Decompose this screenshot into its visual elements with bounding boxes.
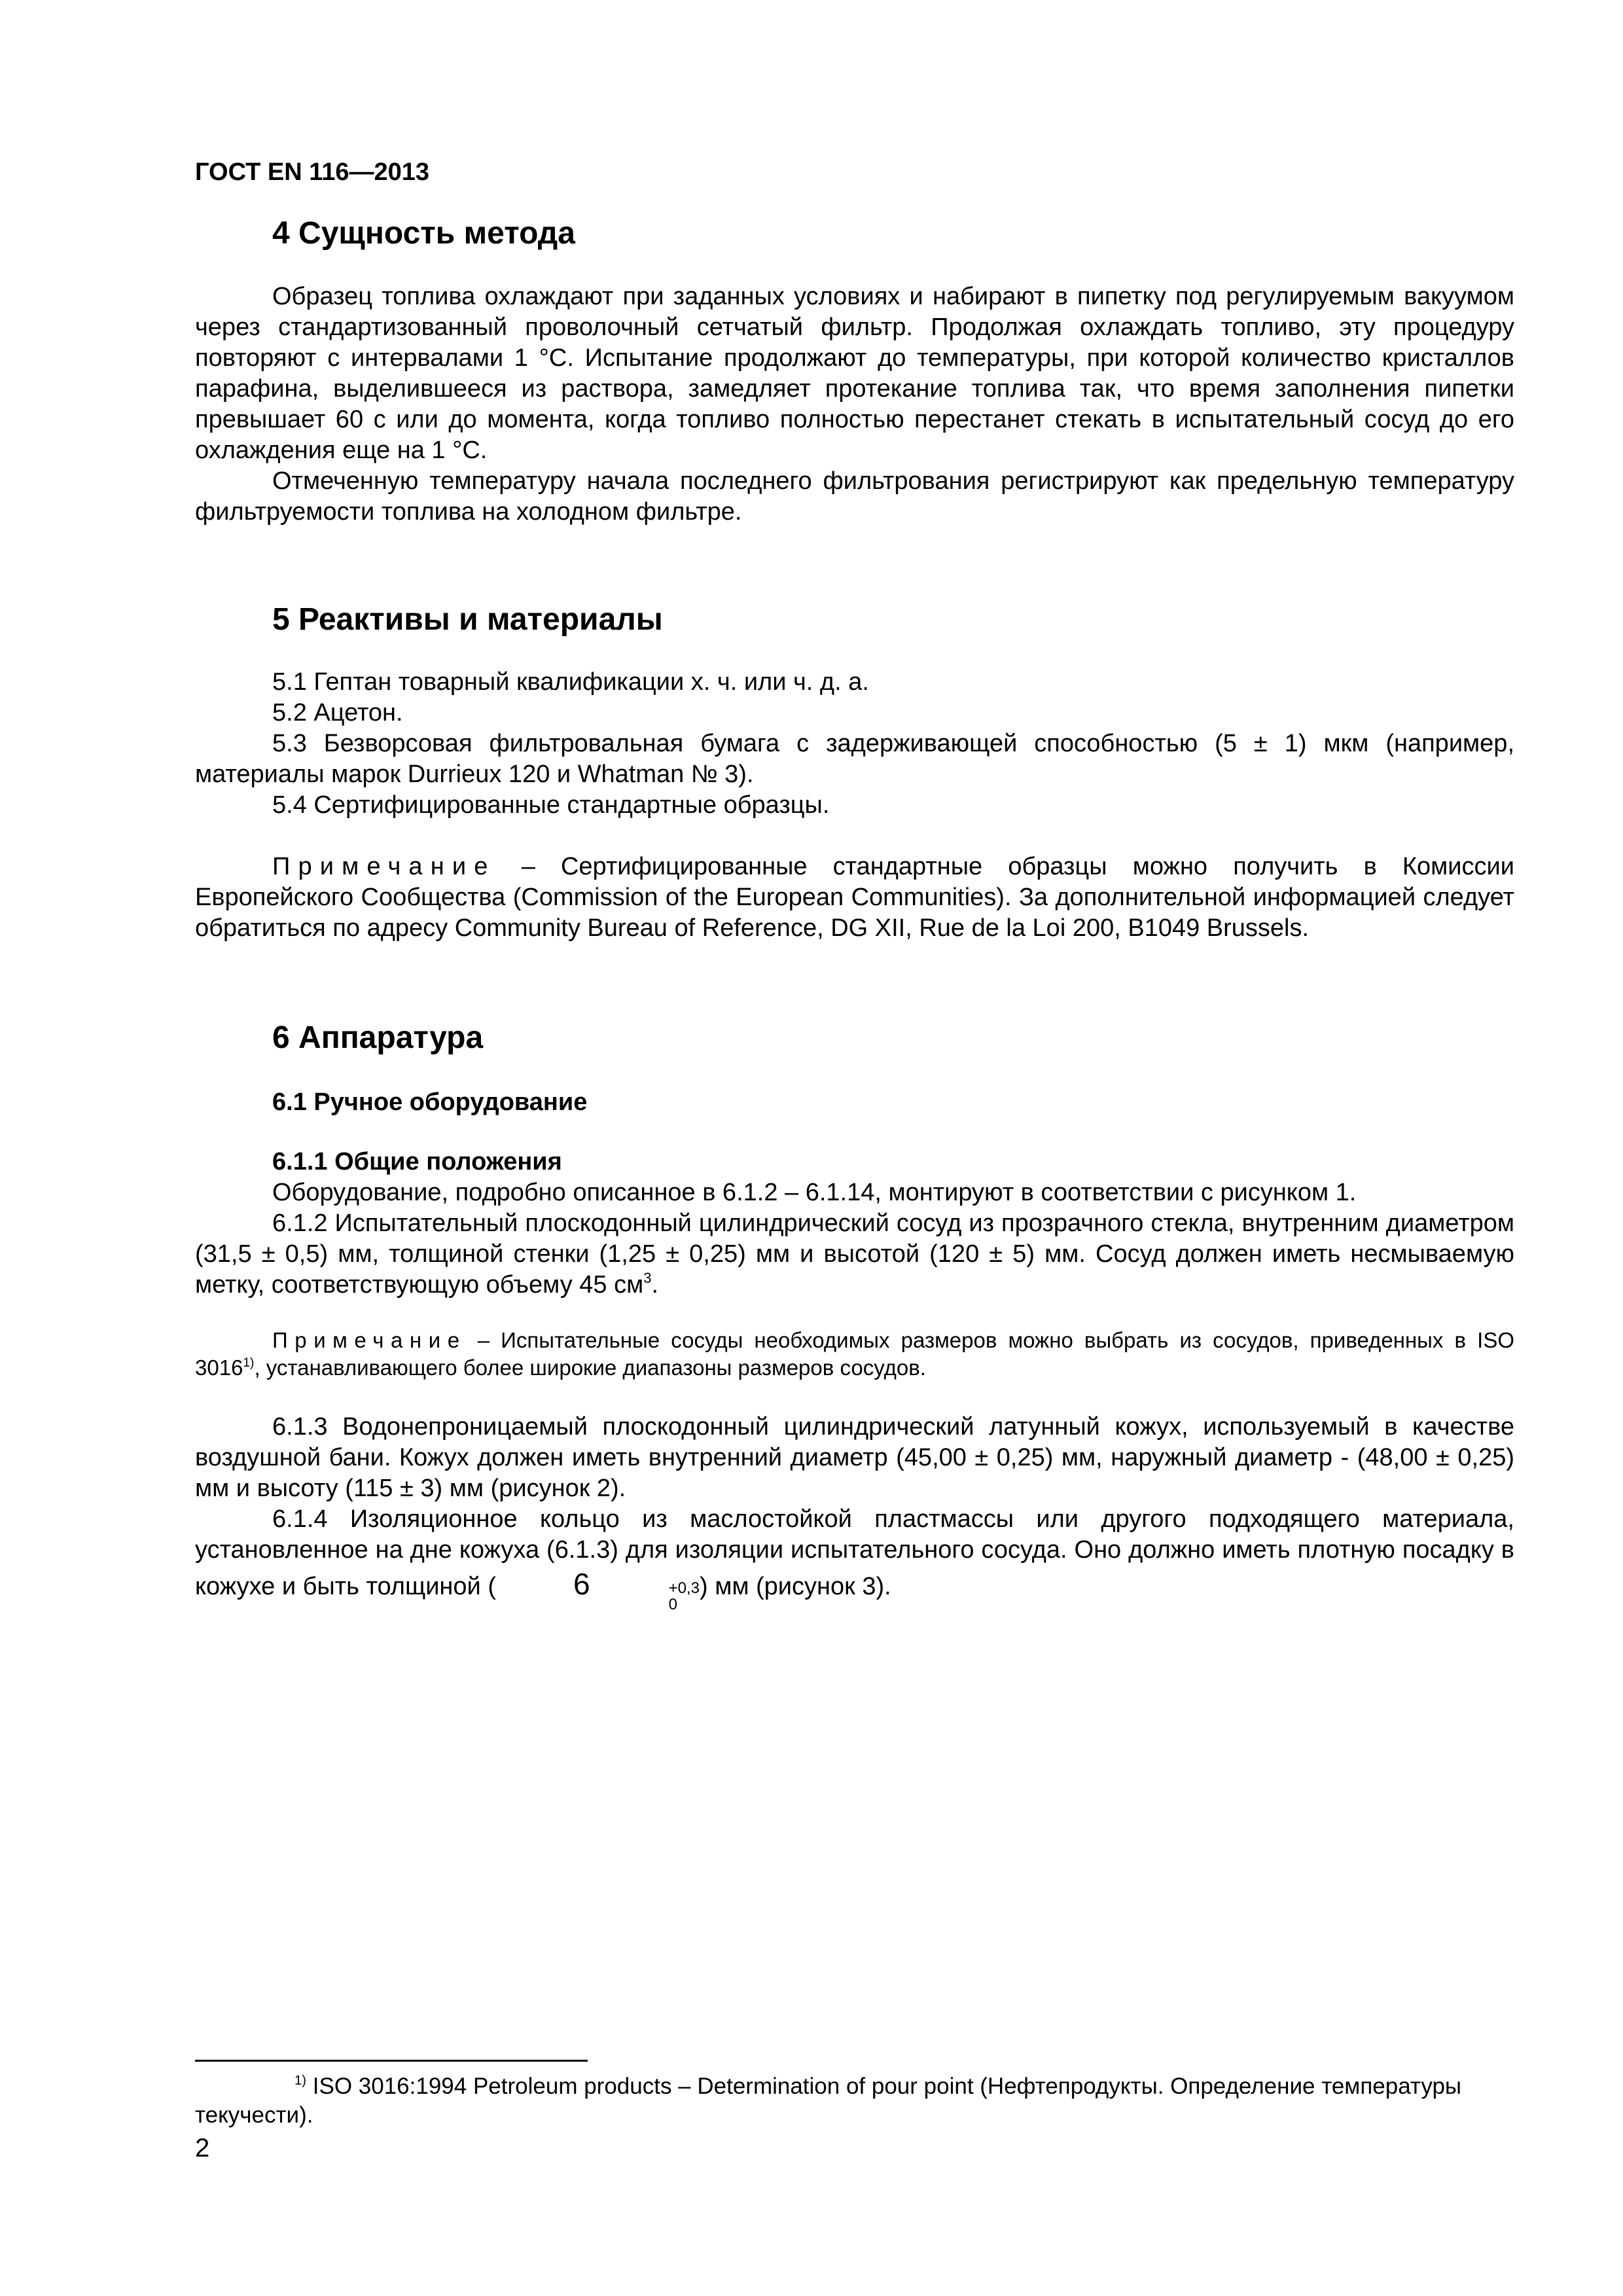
tolerance-upper: +0,3 <box>668 1579 700 1598</box>
superscript-3: 3 <box>643 1270 652 1287</box>
paragraph-6-1-4-text-a: 6.1.4 Изоляционное кольцо из маслостойкой пластмассы или другого подходящего материала, установленное на дне кожуха (6.1.3) для изоляции испытательного сосуда. Оно должно иметь плотную посадку в кожухе и быть толщиной ( <box>195 1505 1514 1601</box>
section-5-note <box>195 852 1514 944</box>
section-4-paragraph-2: Отмеченную температуру начала последнего фильтрования регистрируют как предельную температуру фильтруемости топлива на холодном фильтре. <box>195 467 1514 526</box>
item-5-1: 5.1 Гептан товарный квалификации х. ч. или ч. д. а. <box>272 668 869 696</box>
note-2-text-b: , устанавливающего более широкие диапазоны размеров сосудов. <box>254 1355 926 1380</box>
section-5-title: 5 Реактивы и материалы <box>272 601 663 637</box>
note-2-label: Примечание <box>272 1327 467 1352</box>
page-content <box>195 215 1514 1615</box>
note-text: – Сертифицированные стандартные образцы можно получить в Комиссии Европейского Сообщества (Commission of the European Communities). За дополнительной информацией следует обратиться по адресу Community Bureau of Reference, DG XII, Rue de la Loi 200, B1049 Brussels. <box>195 853 1514 942</box>
item-5-2: 5.2 Ацетон. <box>272 699 403 727</box>
tolerance-base: 6 <box>573 1567 590 1602</box>
tolerance-lower: 0 <box>668 1596 677 1614</box>
note-2-text-a: – Испытательные сосуды необходимых размеров можно выбрать из сосудов, приведенных в ISO 3016 <box>195 1327 1514 1380</box>
paragraph-6-1-2-text: 6.1.2 Испытательный плоскодонный цилиндрический сосуд из прозрачного стекла, внутренним диаметром (31,5 ± 0,5) мм, толщиной стенки (1,25 ± 0,25) мм и высотой (120 ± 5) мм. Сосуд должен иметь несмываемую метку, соответствующую объему 45 см <box>195 1209 1514 1299</box>
tolerance-limits <box>592 1580 700 1613</box>
item-5-4: 5.4 Сертифицированные стандартные образцы. <box>272 791 830 819</box>
page-number: 2 <box>195 2134 210 2162</box>
thickness-tolerance <box>496 1566 700 1614</box>
footnote-ref: 1) <box>243 1356 255 1371</box>
footnote-separator <box>195 2060 588 2062</box>
footnote-mark: 1) <box>294 2073 307 2089</box>
paragraph-6-1-2-end: . <box>651 1270 659 1299</box>
item-5-3: 5.3 Безворсовая фильтровальная бумага с задерживающей способностью (5 ± 1) мкм (например, материалы марок Durrieux 120 и Whatman № 3). <box>195 730 1514 789</box>
paragraph-6-1-4-text-b: ) мм (рисунок 3). <box>699 1573 891 1601</box>
paragraph-6-1-1: Оборудование, подробно описанное в 6.1.2 – 6.1.14, монтируют в соответствии с рисунком 1. <box>272 1178 1357 1206</box>
section-4-paragraph-1: Образец топлива охлаждают при заданных условиях и набирают в пипетку под регулируемым вакуумом через стандартизованный проволочный сетчатый фильтр. Продолжая охлаждать топливо, эту процедуру повторяют с интервалами 1 °С. Испытание продолжают до температуры, при которой количество кристаллов парафина, выделившееся из раствора, замедляет протекание топлива так, что время заполнения пипетки превышает 60 с или до момента, когда топливо полностью перестанет стекать в испытательный сосуд до его охлаждения еще на 1 °С. <box>195 282 1514 464</box>
section-6-title: 6 Аппаратура <box>272 1020 484 1056</box>
paragraph-6-1-2 <box>195 1208 1514 1300</box>
note-label: Примечание <box>272 853 496 881</box>
document-id-header: ГОСТ EN 116—2013 <box>195 158 430 186</box>
footnote-text: ISO 3016:1994 Petroleum products – Determination of pour point (Нефтепродукты. Определение температуры текучести). <box>195 2073 1462 2128</box>
section-6-note <box>195 1327 1514 1382</box>
subsection-6-1-1-title: 6.1.1 Общие положения <box>272 1147 562 1175</box>
paragraph-6-1-4 <box>195 1504 1514 1614</box>
paragraph-6-1-3: 6.1.3 Водонепроницаемый плоскодонный цилиндрический латунный кожух, используемый в качестве воздушной бани. Кожух должен иметь внутренний диаметр (45,00 ± 0,25) мм, наружный диаметр - (48,00 ± 0,25) мм и высоту (115 ± 3) мм (рисунок 2). <box>195 1413 1514 1503</box>
footnote <box>195 2072 1514 2130</box>
section-4-title: 4 Сущность метода <box>272 216 575 251</box>
subsection-6-1-title: 6.1 Ручное оборудование <box>272 1088 588 1116</box>
